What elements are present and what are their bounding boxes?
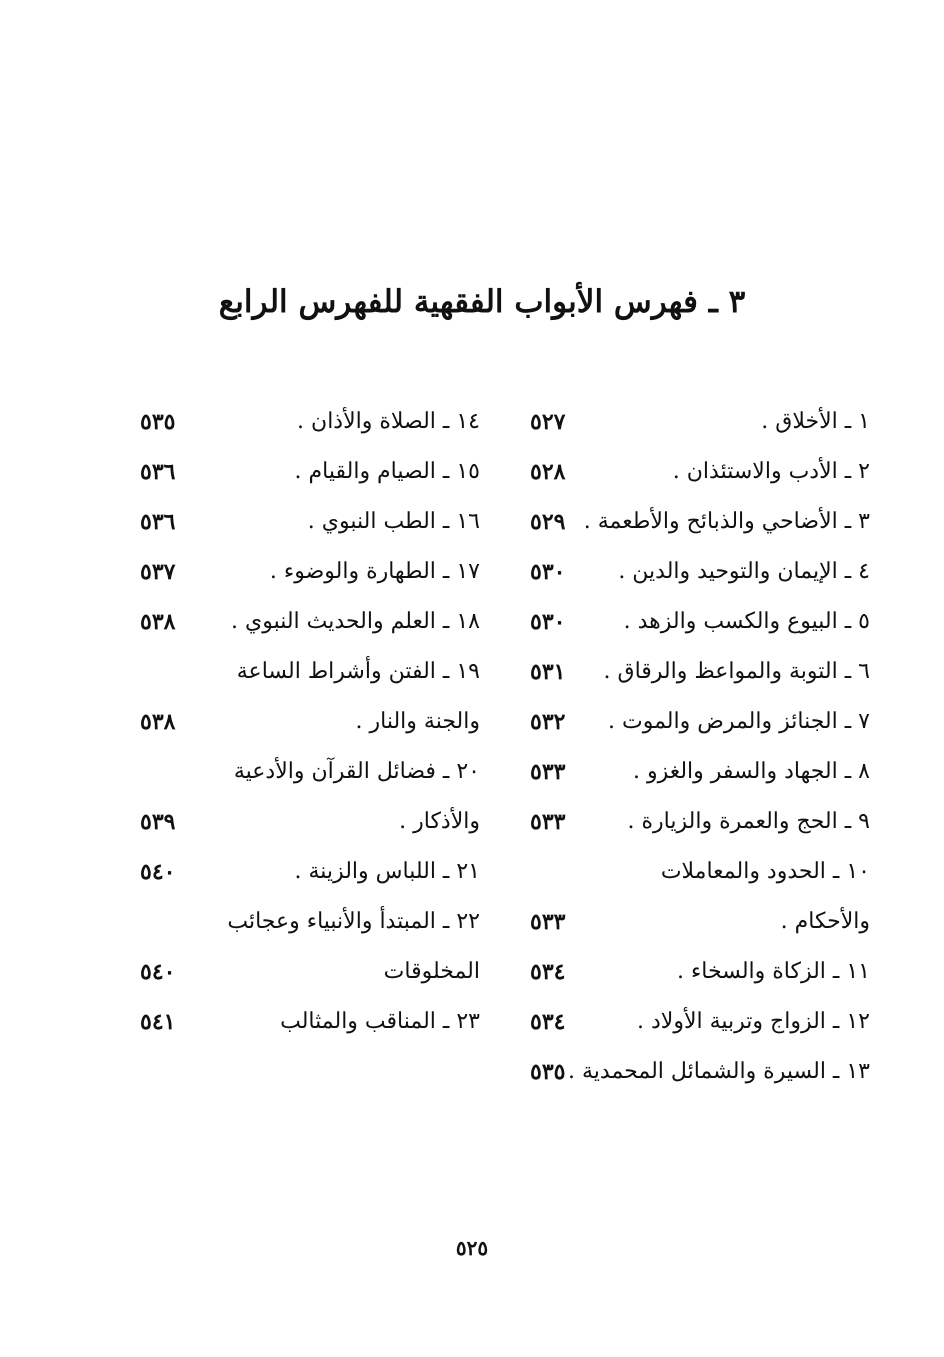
index-entry	[130, 550, 490, 600]
entry-label: والأذكار .	[399, 809, 480, 834]
index-entry	[130, 900, 490, 950]
entry-label: ٣ ـ الأضاحي والذبائح والأطعمة .	[583, 509, 870, 534]
entry-label: ١٣ ـ السيرة والشمائل المحمدية .	[568, 1059, 870, 1084]
index-entry	[130, 800, 490, 850]
entry-label: ١٤ ـ الصلاة والأذان .	[297, 409, 480, 434]
entry-page-number: ٥٣٨	[140, 609, 176, 635]
entry-page-number: ٥٤١	[140, 1009, 176, 1035]
page-title: ٣ ـ فهرس الأبواب الفقهية للفهرس الرابع	[218, 284, 746, 320]
index-entry	[520, 900, 880, 950]
entry-label: ١٠ ـ الحدود والمعاملات	[660, 859, 870, 884]
index-entry	[520, 750, 880, 800]
entry-label: ٢١ ـ اللباس والزينة .	[294, 859, 480, 884]
entry-label: ١٢ ـ الزواج وتربية الأولاد .	[636, 1009, 870, 1034]
entry-label: ١٦ ـ الطب النبوي .	[307, 509, 480, 534]
entry-label: ١٩ ـ الفتن وأشراط الساعة	[236, 659, 480, 684]
entry-page-number: ٥٢٧	[530, 409, 566, 435]
entry-page-number: ٥٤٠	[140, 959, 176, 985]
entry-label: والأحكام .	[780, 909, 870, 934]
index-entry	[520, 1000, 880, 1050]
index-entry	[130, 400, 490, 450]
entry-label: ١١ ـ الزكاة والسخاء .	[676, 959, 870, 984]
index-entry	[520, 600, 880, 650]
entry-page-number: ٥٢٩	[530, 509, 566, 535]
entry-page-number: ٥٣٦	[140, 509, 176, 535]
entry-label: ٩ ـ الحج والعمرة والزيارة .	[627, 809, 870, 834]
index-entry	[130, 450, 490, 500]
entry-label: ١ ـ الأخلاق .	[761, 409, 870, 434]
entry-page-number: ٥٣١	[530, 659, 566, 685]
entry-label: ٤ ـ الإيمان والتوحيد والدين .	[618, 559, 870, 584]
entry-page-number: ٥٣٠	[530, 559, 566, 585]
index-entry	[520, 550, 880, 600]
entry-label: والجنة والنار .	[355, 709, 480, 734]
entry-label: ٢٢ ـ المبتدأ والأنبياء وعجائب	[227, 909, 480, 934]
index-entry	[520, 500, 880, 550]
entry-page-number: ٥٣٤	[530, 959, 566, 985]
entry-page-number: ٥٣٦	[140, 459, 176, 485]
entry-label: ٨ ـ الجهاد والسفر والغزو .	[632, 759, 870, 784]
entry-label: ٢ ـ الأدب والاستئذان .	[672, 459, 870, 484]
page-folio: ٥٢٥	[455, 1236, 489, 1260]
entry-page-number: ٥٣٥	[530, 1059, 566, 1085]
index-entry	[130, 950, 490, 1000]
entry-page-number: ٥٣٣	[530, 909, 566, 935]
entry-label: ٦ ـ التوبة والمواعظ والرقاق .	[603, 659, 870, 684]
entry-label: ٥ ـ البيوع والكسب والزهد .	[623, 609, 870, 634]
index-entry	[520, 850, 880, 900]
index-entry	[130, 750, 490, 800]
entry-page-number: ٥٢٨	[530, 459, 566, 485]
index-entry	[130, 1000, 490, 1050]
entry-label: ٢٣ ـ المناقب والمثالب	[280, 1009, 480, 1034]
entry-page-number: ٥٣٣	[530, 759, 566, 785]
entry-label: ٧ ـ الجنائز والمرض والموت .	[608, 709, 870, 734]
entry-label: ١٨ ـ العلم والحديث النبوي .	[231, 609, 480, 634]
entry-label: ١٥ ـ الصيام والقيام .	[294, 459, 480, 484]
entry-label: المخلوقات	[383, 959, 480, 984]
index-entry	[520, 950, 880, 1000]
index-column-left	[130, 400, 490, 1100]
entry-label: ٢٠ ـ فضائل القرآن والأدعية	[233, 759, 480, 784]
index-entry	[130, 600, 490, 650]
index-entry	[520, 700, 880, 750]
index-entry	[130, 700, 490, 750]
entry-page-number: ٥٣٤	[530, 1009, 566, 1035]
index-entry	[130, 500, 490, 550]
entry-page-number: ٥٣٥	[140, 409, 176, 435]
entry-label: ١٧ ـ الطهارة والوضوء .	[269, 559, 480, 584]
entry-page-number: ٥٣٧	[140, 559, 176, 585]
index-entry	[130, 650, 490, 700]
entry-page-number: ٥٣٠	[530, 609, 566, 635]
index-entry	[520, 1050, 880, 1100]
entry-page-number: ٥٣٢	[530, 709, 566, 735]
index-entry	[520, 400, 880, 450]
index-entry	[520, 450, 880, 500]
index-entry	[520, 650, 880, 700]
index-entry	[520, 800, 880, 850]
entry-page-number: ٥٤٠	[140, 859, 176, 885]
entry-page-number: ٥٣٨	[140, 709, 176, 735]
index-entry	[130, 850, 490, 900]
index-column-right	[520, 400, 880, 1100]
entry-page-number: ٥٣٩	[140, 809, 176, 835]
entry-page-number: ٥٣٣	[530, 809, 566, 835]
